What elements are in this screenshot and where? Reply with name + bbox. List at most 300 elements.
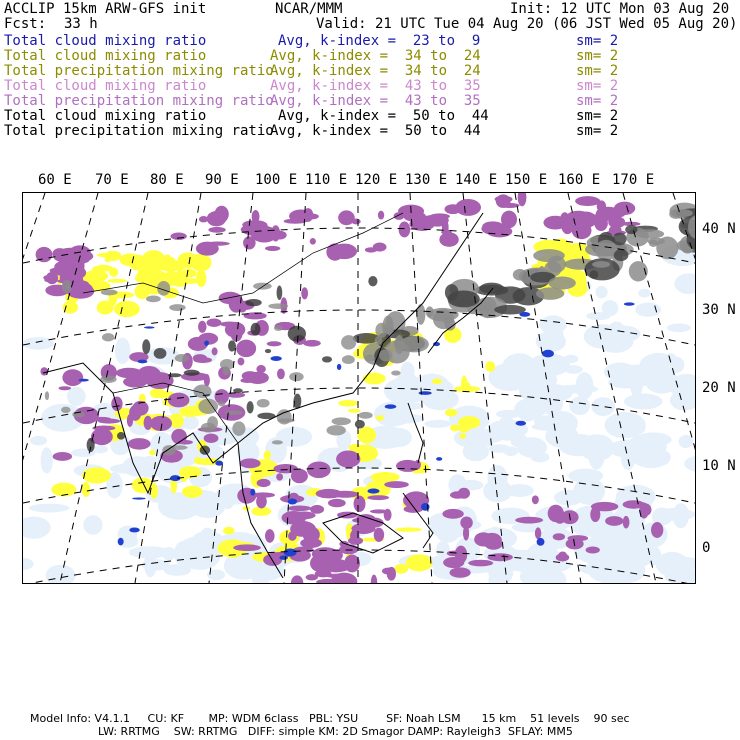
precip-yellow-patch (196, 270, 206, 287)
precip-purple-patch (127, 414, 133, 427)
precip-yellow-patch (180, 269, 197, 277)
precip-purple-patch (240, 458, 261, 468)
longitude-label: 140 E (455, 172, 498, 188)
precip-yellow-patch (135, 284, 150, 299)
precip-purple-patch (59, 386, 71, 390)
cloud-gray-patch (101, 289, 118, 295)
cloud-gray-patch (391, 370, 401, 375)
cloud-gray-patch (547, 256, 565, 273)
cloud-gray-patch (184, 370, 200, 376)
precip-yellow-patch (138, 266, 148, 280)
precip-purple-patch (651, 522, 663, 538)
precip-yellow-patch (461, 376, 467, 391)
precip-blue-patch (624, 302, 635, 305)
cloud-patch (227, 562, 245, 574)
cloud-gray-patch (253, 283, 272, 290)
precip-purple-patch (482, 533, 502, 548)
precip-purple-patch (128, 438, 151, 449)
precip-purple-patch (594, 216, 608, 231)
precip-blue-patch (436, 457, 442, 461)
field-name-6: Total cloud mixing ratio (4, 108, 207, 124)
cloud-patch (23, 517, 51, 539)
cloud-gray-patch (277, 409, 292, 424)
field-avg-3: Avg, k-index = 34 to 24 (270, 63, 481, 79)
cloud-patch (93, 445, 108, 453)
cloud-gray-patch (341, 335, 356, 350)
cloud-gray-patch (268, 303, 288, 309)
cloud-patch (667, 324, 691, 333)
precip-purple-patch (240, 378, 254, 383)
precip-purple-patch (206, 319, 221, 327)
latitude-label: 0 (702, 540, 711, 556)
cloud-patch (506, 366, 523, 378)
precip-purple-patch (291, 575, 303, 583)
precip-purple-patch (300, 538, 322, 548)
cloud-gray-patch (45, 391, 49, 400)
cloud-patch (576, 372, 594, 399)
precip-purple-patch (586, 546, 600, 553)
precip-yellow-patch (459, 419, 470, 433)
cloud-gray-patch (326, 425, 345, 435)
precip-blue-patch (138, 360, 148, 364)
precip-purple-patch (75, 277, 82, 282)
precip-yellow-patch (357, 427, 376, 444)
cloud-gray-patch (625, 225, 637, 234)
precip-purple-patch (591, 502, 618, 511)
cloud-gray-patch (364, 355, 375, 362)
precip-blue-patch (385, 404, 397, 408)
precip-yellow-patch (376, 415, 384, 421)
field-name-3: Total precipitation mixing ratio (4, 63, 274, 79)
precip-purple-patch (292, 511, 315, 519)
precip-purple-patch (238, 358, 245, 366)
cloud-patch (164, 564, 191, 576)
precip-blue-patch (542, 350, 554, 358)
precip-purple-patch (53, 452, 72, 461)
field-avg-5: Avg, k-index = 43 to 35 (270, 93, 481, 109)
cloud-patch (463, 442, 489, 461)
precip-purple-patch (518, 193, 527, 206)
cloud-gray-patch (358, 412, 373, 419)
precip-purple-patch (515, 517, 543, 524)
cloud-patch (569, 397, 590, 415)
precip-purple-patch (365, 247, 377, 252)
precip-yellow-patch (459, 433, 466, 439)
precip-yellow-patch (178, 252, 199, 268)
precip-purple-patch (455, 546, 468, 564)
field-smoothing-4: sm= 2 (576, 78, 619, 94)
cloud-gray-patch (416, 304, 425, 325)
precip-purple-patch (430, 213, 450, 219)
cloud-gray-patch (169, 304, 185, 311)
cloud-patch (640, 353, 678, 378)
cloud-gray-patch (585, 242, 616, 256)
precip-purple-patch (196, 242, 219, 256)
precip-purple-patch (455, 199, 481, 216)
cloud-gray-patch (636, 229, 664, 238)
precip-blue-patch (519, 312, 530, 317)
precip-purple-patch (623, 516, 630, 529)
cloud-gray-patch (288, 326, 306, 342)
precip-blue-patch (132, 497, 146, 499)
precip-purple-patch (575, 196, 600, 206)
cloud-patch (129, 546, 170, 558)
longitude-label: 60 E (38, 172, 72, 188)
precip-purple-patch (310, 505, 324, 514)
precip-yellow-patch (432, 379, 443, 385)
cloud-gray-patch (175, 354, 189, 362)
precip-purple-patch (442, 509, 463, 519)
precip-blue-patch (537, 538, 545, 546)
cloud-gray-patch (289, 372, 304, 381)
cloud-patch (23, 337, 54, 350)
field-smoothing-6: sm= 2 (576, 108, 619, 124)
precip-purple-patch (548, 505, 564, 522)
precip-purple-patch (301, 287, 308, 299)
longitude-gridline (135, 193, 201, 583)
cloud-gray-patch (548, 276, 575, 289)
precip-purple-patch (439, 232, 458, 247)
cloud-patch (83, 515, 102, 535)
precip-purple-patch (273, 231, 286, 240)
precip-purple-patch (487, 553, 513, 561)
cloud-gray-patch (117, 432, 125, 440)
precip-yellow-patch (223, 527, 235, 535)
cloud-patch (207, 570, 225, 581)
precip-purple-patch (328, 499, 346, 508)
precip-blue-patch (368, 489, 380, 494)
precip-purple-patch (351, 523, 375, 534)
longitude-label: 90 E (205, 172, 239, 188)
longitude-label: 120 E (355, 172, 398, 188)
cloud-gray-patch (218, 401, 225, 406)
precip-yellow-patch (395, 527, 422, 531)
precip-purple-patch (370, 509, 388, 513)
precip-blue-patch (204, 340, 209, 345)
latitude-label: 20 N (702, 380, 736, 396)
precip-blue-patch (419, 391, 432, 395)
field-name-2: Total cloud mixing ratio (4, 48, 207, 64)
precip-blue-patch (279, 556, 288, 560)
cloud-gray-patch (100, 375, 116, 383)
model-info-line1: Model Info: V4.1.1 CU: KF MP: WDM 6class PBL: YSU SF: Noah LSM 15 km 51 levels 90 sec (30, 712, 630, 725)
precip-purple-patch (501, 211, 517, 229)
precip-yellow-patch (94, 265, 112, 272)
model-info-line2: LW: RRTMG SW: RRTMG DIFF: simple KM: 2D Smagor DAMP: Rayleigh3 SFLAY: MM5 (98, 725, 573, 738)
cloud-gray-patch (673, 209, 693, 217)
precip-yellow-patch (406, 554, 433, 571)
field-name-4: Total cloud mixing ratio (4, 78, 207, 94)
longitude-label: 170 E (612, 172, 655, 188)
precip-purple-patch (237, 305, 246, 313)
cloud-gray-patch (274, 325, 283, 331)
precip-purple-patch (212, 347, 218, 355)
field-avg-1: Avg, k-index = 23 to 9 (278, 33, 481, 49)
precip-yellow-patch (104, 251, 121, 261)
precip-purple-patch (307, 461, 331, 478)
cloud-gray-patch (220, 359, 234, 370)
cloud-gray-patch (368, 276, 377, 286)
precip-purple-patch (267, 341, 282, 346)
precip-purple-patch (399, 222, 411, 238)
precip-purple-patch (256, 365, 265, 373)
cloud-gray-patch (379, 349, 392, 361)
precip-blue-patch (250, 489, 255, 496)
precip-yellow-patch (485, 361, 495, 372)
cloud-gray-patch (592, 261, 610, 268)
map-canvas (23, 193, 695, 583)
cloud-patch (624, 394, 663, 410)
cloud-patch (30, 436, 47, 446)
field-smoothing-3: sm= 2 (576, 63, 619, 79)
cloud-gray-patch (62, 280, 72, 293)
precip-purple-patch (236, 340, 256, 357)
longitude-label: 110 E (305, 172, 348, 188)
forecast-hour: 33 h (64, 16, 98, 32)
precip-purple-patch (265, 529, 275, 543)
cloud-patch (29, 504, 70, 513)
precip-purple-patch (319, 555, 329, 572)
precip-yellow-patch (338, 400, 358, 406)
precip-purple-patch (460, 516, 472, 529)
precip-yellow-patch (107, 279, 127, 283)
cloud-gray-patch (614, 249, 629, 261)
precip-purple-patch (450, 567, 471, 577)
cloud-gray-patch (257, 399, 270, 408)
valid-time: Valid: 21 UTC Tue 04 Aug 20 (06 JST Wed 05 Aug 20) (316, 16, 738, 32)
precip-purple-patch (375, 530, 383, 541)
precip-yellow-patch (114, 301, 140, 317)
cloud-gray-patch (142, 339, 150, 354)
cloud-patch (679, 435, 693, 448)
cloud-patch (673, 503, 689, 528)
precip-purple-patch (605, 516, 623, 526)
precip-blue-patch (270, 356, 281, 361)
map-panel (22, 192, 696, 584)
precip-blue-patch (79, 379, 89, 382)
cloud-patch (540, 393, 564, 415)
precip-yellow-patch (534, 243, 561, 247)
cloud-patch (506, 484, 534, 497)
cloud-patch (540, 315, 567, 334)
precip-purple-patch (382, 568, 394, 575)
cloud-gray-patch (61, 407, 71, 413)
cloud-patch (510, 434, 528, 448)
field-name-7: Total precipitation mixing ratio (4, 123, 274, 139)
precip-purple-patch (532, 495, 539, 504)
precip-purple-patch (287, 506, 311, 512)
cloud-gray-patch (480, 283, 504, 294)
precip-yellow-patch (371, 472, 400, 482)
precip-yellow-patch (242, 506, 250, 510)
precip-purple-patch (414, 460, 420, 470)
cloud-gray-patch (332, 417, 351, 425)
cloud-gray-patch (250, 323, 260, 336)
cloud-patch (568, 469, 603, 483)
cloud-patch (383, 415, 409, 426)
cloud-gray-patch (342, 355, 355, 364)
cloud-gray-patch (322, 356, 332, 362)
field-name-5: Total precipitation mixing ratio (4, 93, 274, 109)
precip-purple-patch (351, 219, 360, 225)
precip-purple-patch (378, 211, 384, 220)
precip-purple-patch (336, 451, 360, 468)
field-smoothing-7: sm= 2 (576, 123, 619, 139)
cloud-patch (435, 515, 462, 543)
cloud-patch (611, 558, 645, 583)
precip-purple-patch (354, 496, 366, 512)
precip-purple-patch (597, 200, 606, 212)
precip-purple-patch (332, 244, 357, 260)
precip-purple-patch (257, 479, 271, 487)
field-avg-6: Avg, k-index = 50 to 44 (278, 108, 489, 124)
precip-purple-patch (44, 278, 52, 282)
field-smoothing-2: sm= 2 (576, 48, 619, 64)
precip-purple-patch (553, 533, 565, 540)
cloud-gray-patch (272, 440, 283, 444)
cloud-patch (41, 447, 53, 473)
precip-purple-patch (384, 481, 409, 488)
precip-purple-patch (170, 232, 186, 239)
precip-purple-patch (556, 554, 570, 562)
forecast-label: Fcst: (4, 16, 47, 32)
precip-purple-patch (496, 194, 511, 208)
precip-purple-patch (193, 357, 212, 363)
cloud-gray-patch (277, 286, 283, 300)
longitude-label: 100 E (255, 172, 298, 188)
precip-purple-patch (207, 211, 226, 226)
precip-yellow-patch (363, 373, 386, 385)
precip-purple-patch (71, 288, 79, 297)
longitude-label: 150 E (505, 172, 548, 188)
cloud-patch (67, 387, 86, 406)
precip-purple-patch (535, 527, 541, 539)
cloud-gray-patch (232, 421, 245, 436)
longitude-label: 130 E (405, 172, 448, 188)
precip-purple-patch (566, 211, 591, 225)
precip-purple-patch (111, 396, 122, 411)
cloud-patch (436, 541, 450, 559)
cloud-patch (684, 456, 695, 473)
precip-purple-patch (204, 434, 219, 444)
cloud-gray-patch (201, 423, 216, 433)
institution-label: NCAR/MMM (275, 1, 343, 17)
cloud-patch (602, 300, 619, 316)
precip-yellow-patch (82, 482, 90, 497)
precip-purple-patch (256, 494, 267, 508)
precip-blue-patch (288, 499, 298, 505)
field-name-1: Total cloud mixing ratio (4, 33, 207, 49)
precip-purple-patch (468, 560, 493, 567)
cloud-patch (674, 273, 695, 294)
precip-purple-patch (367, 495, 389, 500)
latitude-label: 30 N (702, 302, 736, 318)
precip-yellow-patch (97, 301, 114, 315)
init-time: Init: 12 UTC Mon 03 Aug 20 (510, 1, 730, 17)
longitude-label: 80 E (150, 172, 184, 188)
precip-purple-patch (450, 491, 465, 498)
precip-yellow-patch (450, 424, 460, 431)
precip-yellow-patch (162, 254, 172, 270)
precip-purple-patch (288, 531, 297, 541)
cloud-gray-patch (355, 420, 365, 429)
precip-blue-patch (129, 528, 139, 533)
field-smoothing-1: sm= 2 (576, 33, 619, 49)
precip-yellow-patch (51, 483, 76, 497)
precip-purple-patch (198, 321, 206, 333)
cloud-patch (605, 412, 646, 438)
precip-yellow-patch (445, 409, 457, 417)
field-avg-4: Avg, k-index = 43 to 35 (270, 78, 481, 94)
field-smoothing-5: sm= 2 (576, 93, 619, 109)
precip-purple-patch (404, 211, 426, 221)
product-title: ACCLIP 15km ARW-GFS init (4, 1, 207, 17)
precip-yellow-patch (83, 270, 108, 282)
precip-purple-patch (481, 223, 504, 235)
precip-blue-patch (516, 421, 526, 426)
precip-purple-patch (123, 376, 147, 387)
precip-blue-patch (118, 538, 124, 546)
precip-purple-patch (54, 252, 77, 262)
cloud-patch (563, 355, 578, 363)
latitude-label: 10 N (702, 458, 736, 474)
precip-purple-patch (310, 238, 316, 245)
precip-yellow-patch (82, 467, 111, 483)
precip-yellow-patch (264, 450, 272, 459)
latitude-label: 40 N (702, 221, 736, 237)
precip-purple-patch (315, 570, 332, 577)
longitude-label: 70 E (95, 172, 129, 188)
cloud-patch (595, 286, 607, 298)
precip-yellow-patch (132, 477, 153, 493)
precip-purple-patch (265, 246, 280, 251)
cloud-gray-patch (146, 296, 161, 303)
cloud-patch (536, 331, 566, 352)
precip-purple-patch (208, 227, 225, 233)
precip-purple-patch (233, 544, 261, 551)
cloud-gray-patch (247, 401, 254, 413)
cloud-patch (115, 338, 131, 364)
cloud-patch (545, 425, 579, 447)
cloud-gray-patch (375, 323, 387, 338)
cloud-gray-patch (265, 349, 271, 353)
cloud-gray-patch (613, 233, 627, 246)
cloud-gray-patch (245, 299, 261, 306)
precip-blue-patch (144, 326, 155, 328)
cloud-patch (608, 321, 625, 339)
cloud-patch (635, 303, 661, 317)
cloud-patch (638, 289, 650, 298)
precip-purple-patch (352, 518, 366, 523)
field-avg-7: Avg, k-index = 50 to 44 (270, 123, 481, 139)
cloud-gray-patch (445, 284, 459, 301)
precip-yellow-patch (150, 388, 165, 398)
precip-purple-patch (62, 369, 83, 386)
precip-yellow-patch (149, 449, 155, 455)
precip-purple-patch (302, 213, 319, 219)
precip-yellow-patch (194, 457, 200, 463)
cloud-patch (554, 490, 583, 506)
cloud-gray-patch (154, 348, 167, 359)
precip-purple-patch (371, 575, 377, 583)
cloud-gray-patch (87, 438, 95, 452)
cloud-patch (627, 434, 667, 458)
precip-purple-patch (331, 491, 359, 498)
cloud-patch (539, 356, 551, 374)
precip-purple-patch (277, 368, 285, 379)
precip-blue-patch (337, 364, 341, 370)
cloud-patch (502, 550, 544, 572)
